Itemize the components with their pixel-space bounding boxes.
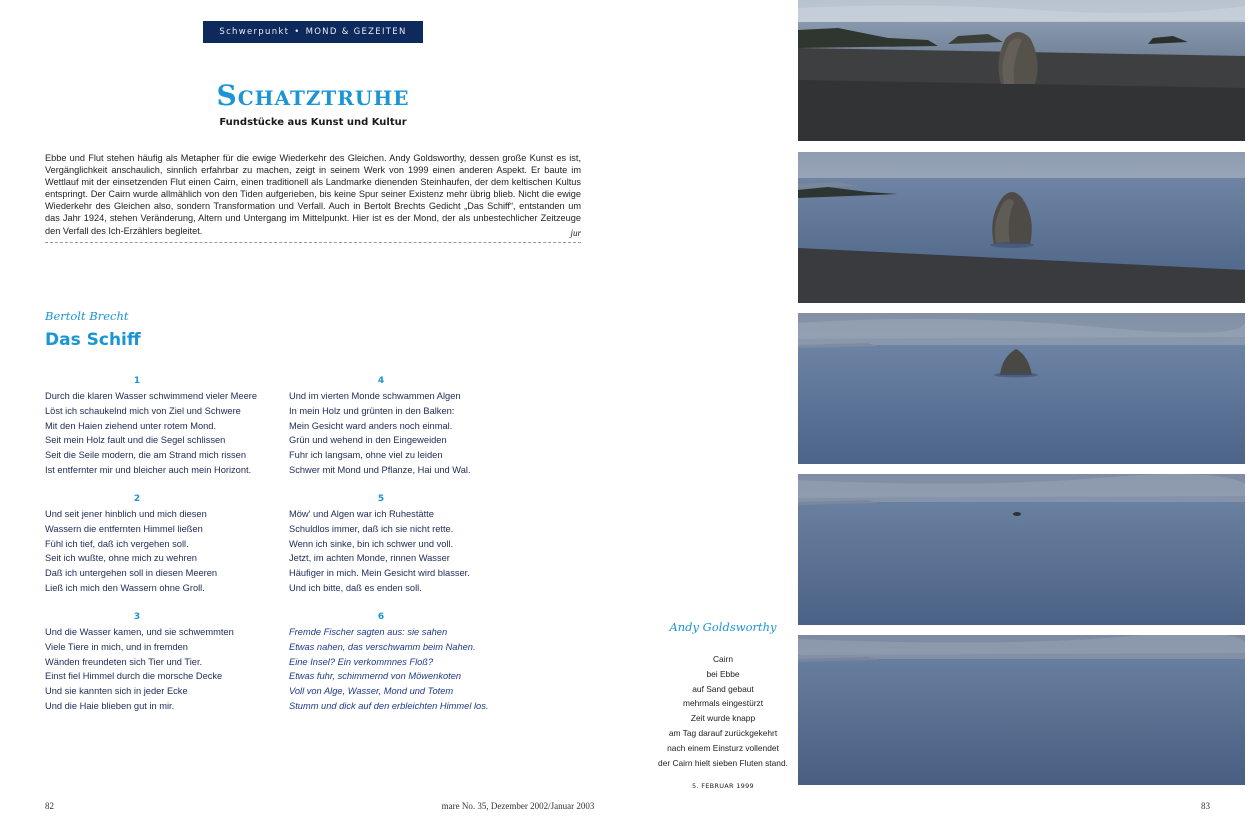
poem-line: Häufiger in mich. Mein Gesicht wird blasser. (289, 568, 470, 579)
caption-line: auf Sand gebaut (692, 683, 754, 694)
poem-line: Und sie kannten sich in jeder Ecke (45, 686, 188, 697)
page-subtitle: Fundstücke aus Kunst und Kultur (219, 117, 407, 128)
poem-line: Jetzt, im achten Monde, rinnen Wasser (289, 553, 450, 564)
cairn-photo-4 (798, 474, 1245, 625)
artwork-artist: Andy Goldsworthy (669, 620, 777, 634)
magazine-imprint: mare No. 35, Dezember 2002/Januar 2003 (441, 801, 595, 811)
banner-section: Schwerpunkt (219, 27, 290, 37)
artwork-caption (650, 652, 796, 770)
poem-line: Löst ich schaukelnd mich von Ziel und Schwere (45, 405, 241, 416)
page-number-right: 83 (1201, 801, 1210, 811)
poem-line: Voll von Alge, Wasser, Mond und Totem (289, 686, 454, 697)
caption-line: bei Ebbe (706, 668, 740, 679)
stanza-5 (289, 493, 519, 596)
poem-author: Bertolt Brecht (45, 309, 129, 323)
page-title: Schatztruhe (216, 79, 410, 112)
stanza-number: 1 (133, 376, 141, 386)
poem-line: Und im vierten Monde schwammen Algen (289, 391, 461, 401)
poem-line: Fremde Fischer sagten aus: sie sahen (289, 627, 448, 637)
poem-line: Möw' und Algen war ich Ruhestätte (289, 509, 434, 519)
page-number-left: 82 (45, 801, 54, 811)
poem-line: In mein Holz und grünten in den Balken: (289, 405, 455, 416)
stanza-number: 4 (377, 376, 385, 386)
cairn-photo-1 (798, 0, 1245, 141)
poem-line: Eine Insel? Ein verkommnes Floß? (289, 656, 434, 667)
poem-line: Und die Wasser kamen, und sie schwemmten (45, 627, 234, 637)
stanza-number: 6 (377, 612, 385, 622)
poem-line: Stumm und dick auf den erbleichten Himmel los. (289, 700, 489, 711)
poem-line: Viele Tiere in mich, und in fremden (45, 641, 188, 652)
poem-line: Daß ich untergehen soll in diesen Meeren (45, 568, 218, 579)
poem-title: Das Schiff (45, 330, 141, 350)
poem-line: Wenn ich sinke, bin ich schwer und voll. (289, 538, 454, 549)
dotted-divider (45, 242, 581, 243)
intro-signature: jur (570, 228, 581, 238)
poem-line: Seit die Seile modern, die am Strand mich rissen (45, 450, 247, 461)
banner-topic: MOND & GEZEITEN (305, 27, 407, 37)
stanza-number: 2 (133, 494, 141, 504)
poem-line: Etwas nahen, das verschwamm beim Nahen. (289, 641, 476, 652)
stanza-4 (289, 375, 519, 478)
artwork-date: 5. FEBRUAR 1999 (692, 782, 754, 790)
poem-line: Wassern die entfernten Himmel ließen (45, 523, 203, 534)
poem-line: Etwas fuhr, schimmernd von Möwenkoten (289, 671, 462, 682)
stanza-number: 5 (377, 494, 385, 504)
stanza-1 (45, 375, 275, 478)
poem-line: Mein Gesicht ward anders noch einmal. (289, 420, 453, 431)
poem-line: Mit den Haien ziehend unter rotem Mond. (45, 420, 217, 431)
poem-line: Ist entfernter mir und bleicher auch mein Horizont. (45, 464, 252, 475)
poem-line: Schuldlos immer, daß ich sie nicht rette. (289, 523, 454, 534)
stanza-6 (289, 611, 519, 714)
stanza-number: 3 (133, 612, 141, 622)
cairn-photo-2 (798, 152, 1245, 303)
section-banner (203, 21, 423, 43)
poem-line: Und ich bitte, daß es enden soll. (289, 582, 422, 593)
poem-line: Wänden freundeten sich Tier und Tier. (45, 656, 203, 667)
poem-line: Seit mein Holz fault und die Segel schlissen (45, 435, 226, 446)
caption-line: am Tag darauf zurückgekehrt (668, 727, 778, 738)
poem-line: Schwer mit Mond und Pflanze, Hai und Wal. (289, 464, 471, 475)
caption-line: nach einem Einsturz vollendet (667, 742, 779, 753)
poem-line: Fühl ich tief, daß ich vergehen soll. (45, 538, 189, 549)
poem-line: Durch die klaren Wasser schwimmend vieler Meere (45, 391, 258, 401)
poem-line: Und die Haie blieben gut in mir. (45, 700, 175, 711)
intro-paragraph: Ebbe und Flut stehen häufig als Metapher für die ewige Wiederkehr des Gleichen. Andy Goldsworthy, dessen große Kunst es ist, Vergänglichkeit anschaulich, sinnlich erfahrbar zu machen, zeigt in seinem Werk von 1999 einen anderen Aspekt. Er baute im Wettlauf mit der einsetzenden Flut einen Cairn, einen traditionell als Landmarke dienenden Steinhaufen, der dem keltischen Kultus entspringt. Der Cairn wurde allmählich von den Tiden aufgerieben, bis keine Spur seiner Existenz mehr übrig blieb. Nicht die ewige Wiederkehr des Gleichen also, sondern Transformation und Verfall. Auch in Bertolt Brechts Gedicht „Das Schiff“, entstanden um das Jahr 1924, stehen Veränderung, Altern und Untergang im Mittelpunkt. Hier ist es der Mond, der als unbestechlicher Zeitzeuge den Verfall des Ich-Erzählers begleitet. (45, 153, 581, 236)
stanza-2 (45, 493, 275, 596)
stanza-3 (45, 611, 275, 714)
poem-line: Ließ ich mich den Wassern ohne Groll. (45, 582, 205, 593)
cairn-photo-5 (798, 635, 1245, 785)
caption-line: mehrmals eingestürzt (682, 698, 764, 709)
poem-line: Seit ich wußte, ohne mich zu wehren (45, 553, 197, 564)
poem-line: Grün und wehend in den Eingeweiden (289, 435, 447, 446)
caption-line: Cairn (712, 654, 733, 664)
cairn-photo-3 (798, 313, 1245, 464)
caption-line: Zeit wurde knapp (690, 713, 756, 724)
poem-line: Einst fiel Himmel durch die morsche Decke (45, 671, 223, 682)
poem-line: Fuhr ich langsam, ohne viel zu leiden (289, 450, 443, 461)
poem-line: Und seit jener hinblich und mich diesen (45, 509, 207, 519)
caption-line: der Cairn hielt sieben Fluten stand. (658, 757, 788, 768)
banner-separator: • (294, 27, 301, 37)
